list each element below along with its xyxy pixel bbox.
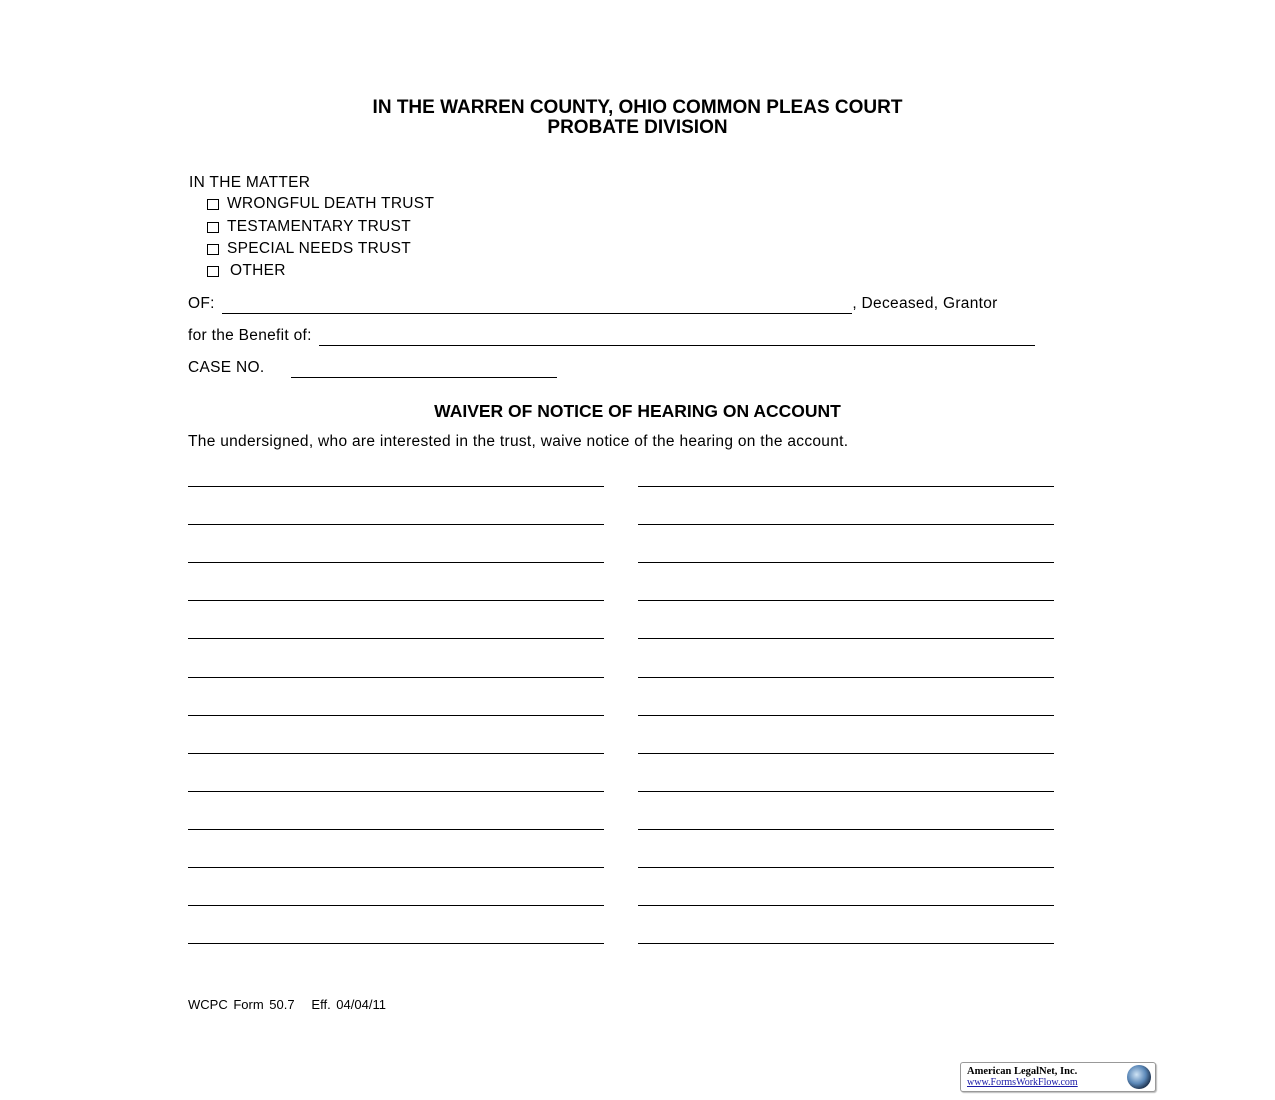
globe-icon	[1127, 1065, 1151, 1089]
signature-line[interactable]	[188, 524, 604, 525]
option-label: OTHER	[230, 262, 286, 279]
checkbox-icon[interactable]	[207, 244, 219, 255]
signature-line[interactable]	[188, 486, 604, 487]
option-wrongful-death-trust[interactable]	[207, 195, 434, 213]
of-field[interactable]	[222, 295, 852, 314]
american-legalnet-logo[interactable]	[960, 1062, 1156, 1092]
signature-line[interactable]	[188, 905, 604, 906]
case-row	[188, 359, 557, 378]
signature-line[interactable]	[638, 829, 1054, 830]
option-label: SPECIAL NEEDS TRUST	[227, 240, 411, 257]
of-suffix: , Deceased, Grantor	[852, 295, 998, 312]
signature-line[interactable]	[188, 829, 604, 830]
signature-line[interactable]	[638, 600, 1054, 601]
signature-line[interactable]	[188, 753, 604, 754]
of-label: OF:	[188, 295, 215, 312]
signature-line[interactable]	[188, 638, 604, 639]
signature-line[interactable]	[638, 486, 1054, 487]
benefit-row	[188, 327, 1035, 346]
benefit-field[interactable]	[319, 327, 1035, 346]
signature-line[interactable]	[188, 943, 604, 944]
signature-line[interactable]	[638, 753, 1054, 754]
signature-line[interactable]	[188, 600, 604, 601]
division-title: PROBATE DIVISION	[547, 117, 728, 138]
signature-line[interactable]	[638, 524, 1054, 525]
option-other[interactable]	[207, 262, 286, 280]
option-label: WRONGFUL DEATH TRUST	[227, 195, 435, 212]
signature-line[interactable]	[188, 562, 604, 563]
signature-line[interactable]	[188, 791, 604, 792]
form-heading: WAIVER OF NOTICE OF HEARING ON ACCOUNT	[434, 401, 841, 421]
form-footer	[188, 997, 386, 1012]
signature-line[interactable]	[188, 677, 604, 678]
signature-line[interactable]	[638, 867, 1054, 868]
signature-line[interactable]	[638, 677, 1054, 678]
option-testamentary-trust[interactable]	[207, 218, 411, 236]
signature-line[interactable]	[638, 562, 1054, 563]
matter-label: IN THE MATTER	[189, 174, 311, 191]
signature-line[interactable]	[188, 867, 604, 868]
court-title: IN THE WARREN COUNTY, OHIO COMMON PLEAS COURT	[372, 97, 903, 118]
case-field[interactable]	[291, 359, 557, 378]
signature-line[interactable]	[188, 715, 604, 716]
effective-date: Eff. 04/04/11	[311, 997, 386, 1012]
case-label: CASE NO.	[188, 359, 265, 376]
waiver-statement: The undersigned, who are interested in the trust, waive notice of the hearing on the account.	[188, 433, 849, 450]
signature-line[interactable]	[638, 638, 1054, 639]
signature-line[interactable]	[638, 791, 1054, 792]
checkbox-icon[interactable]	[207, 199, 219, 210]
logo-company: American LegalNet, Inc.	[967, 1066, 1078, 1077]
checkbox-icon[interactable]	[207, 266, 219, 277]
signature-line[interactable]	[638, 943, 1054, 944]
checkbox-icon[interactable]	[207, 222, 219, 233]
option-label: TESTAMENTARY TRUST	[227, 218, 411, 235]
option-special-needs-trust[interactable]	[207, 240, 411, 258]
benefit-label: for the Benefit of:	[188, 327, 312, 344]
logo-url[interactable]: www.FormsWorkFlow.com	[967, 1077, 1078, 1088]
signature-line[interactable]	[638, 905, 1054, 906]
of-row	[188, 295, 998, 314]
signature-line[interactable]	[638, 715, 1054, 716]
form-id: WCPC Form 50.7	[188, 997, 295, 1012]
